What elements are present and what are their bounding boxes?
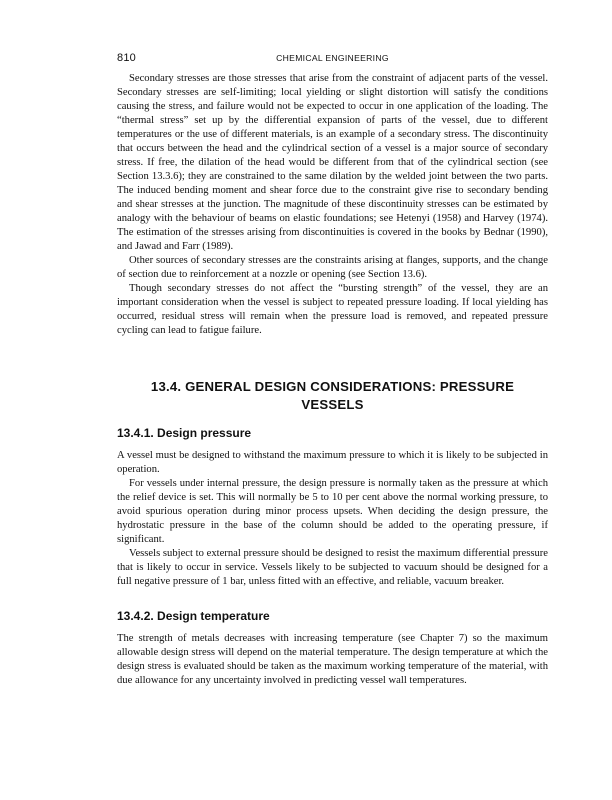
- paragraph-secondary-stresses: Secondary stresses are those stresses that arise from the constraint of adjacent parts of the vessel. Secondary stresses are self-limiting; local yielding or slight distortion will satisfy the conditions causing the stress, and failure would not be expected to occur in one application of the loading. The “thermal stress” set up by the differential expansion of parts of the vessel, due to different temperatures or the use of different materials, is an example of a secondary stress. The discontinuity that occurs between the head and the cylindrical section of a vessel is a major source of secondary stress. If free, the dilation of the head would be different from that of the cylindrical section (see Section 13.3.6); they are constrained to the same dilation by the welded joint between the two parts. The induced bending moment and shear force due to the constraint give rise to secondary bending and shear stresses at the junction. The magnitude of these discontinuity stresses can be estimated by analogy with the behaviour of beams on elastic foundations; see Hetenyi (1958) and Harvey (1974). The estimation of the stresses arising from discontinuities is covered in the books by Bednar (1990), and Jawad and Farr (1989).: [117, 73, 548, 252]
- paragraph-design-pressure-2: For vessels under internal pressure, the design pressure is normally taken as the pressure at which the relief device is set. This will normally be 5 to 10 per cent above the normal working pressure, to avoid spurious operation during minor process upsets. When deciding the design pressure, the hydrostatic pressure in the base of the column should be added to the operating pressure, if significant.: [117, 478, 548, 545]
- paragraph-other-sources: Other sources of secondary stresses are the constraints arising at flanges, supports, and the change of section due to reinforcement at a nozzle or opening (see Section 13.6).: [117, 255, 548, 280]
- section-heading: 13.4. GENERAL DESIGN CONSIDERATIONS: PRESSURE VESSELS: [150, 379, 515, 412]
- subsection-heading-design-pressure: 13.4.1. Design pressure: [117, 426, 252, 440]
- page-number: 810: [117, 52, 136, 64]
- paragraph-design-temperature-1: The strength of metals decreases with increasing temperature (see Chapter 7) so the maximum allowable design stress will depend on the material temperature. The design temperature at which the design stress is evaluated should be taken as the maximum working temperature of the material, with due allowance for any uncertainty involved in predicting vessel wall temperatures.: [117, 633, 548, 686]
- running-head: [117, 52, 548, 66]
- paragraph-bursting-strength: Though secondary stresses do not affect the “bursting strength” of the vessel, they are an important consideration when the vessel is subject to repeated pressure loading. If local yielding has occurred, residual stress will remain when the pressure load is removed, and repeated pressure cycling can lead to fatigue failure.: [117, 283, 548, 336]
- paragraph-design-pressure-1: A vessel must be designed to withstand the maximum pressure to which it is likely to be subjected in operation.: [117, 450, 548, 475]
- subsection-heading-design-temperature: 13.4.2. Design temperature: [117, 609, 270, 623]
- running-title: CHEMICAL ENGINEERING: [276, 53, 389, 63]
- paragraph-design-pressure-3: Vessels subject to external pressure should be designed to resist the maximum differential pressure that is likely to occur in service. Vessels likely to be subjected to vacuum should be designed for a full negative pressure of 1 bar, unless fitted with an effective, and reliable, vacuum breaker.: [117, 548, 548, 587]
- body-text: [117, 72, 548, 688]
